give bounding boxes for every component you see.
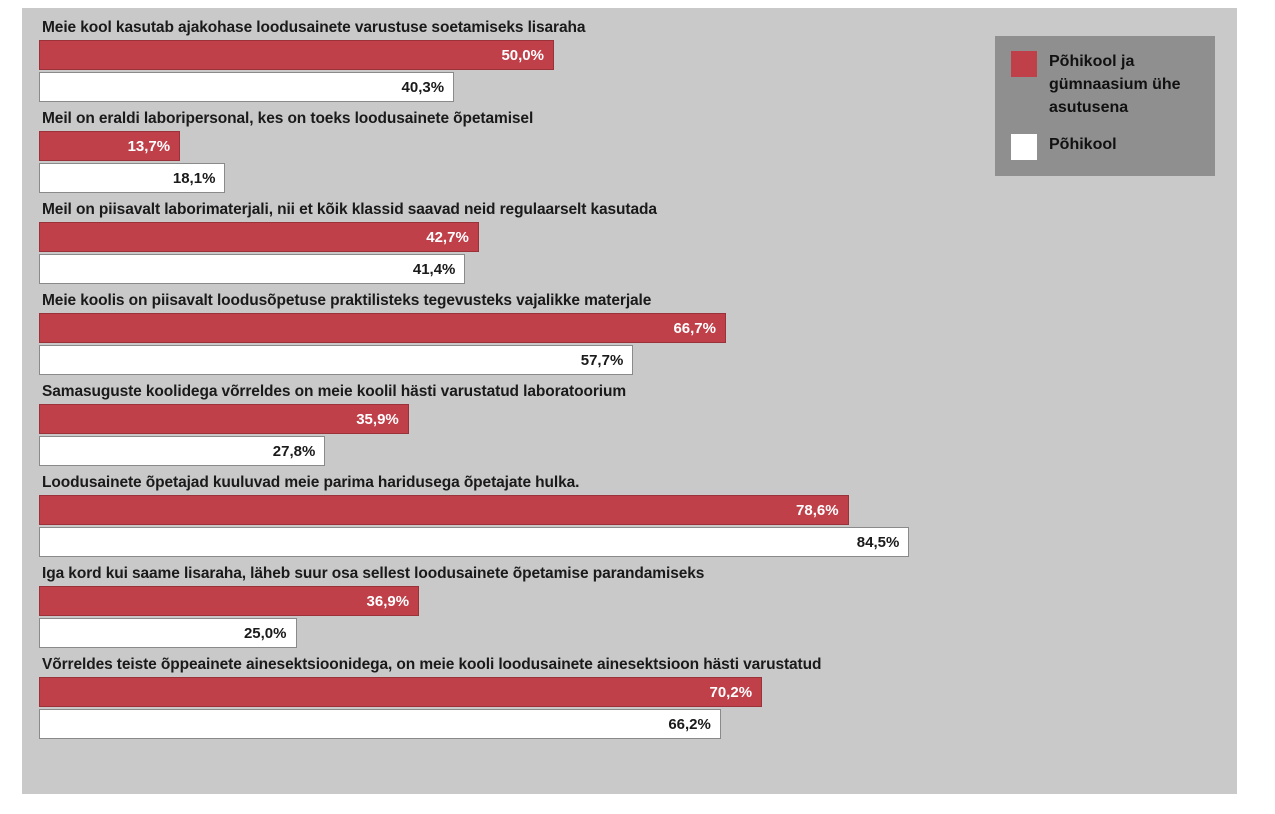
bar-series-b	[39, 436, 325, 466]
bar-group	[39, 473, 1219, 557]
bar-group-label: Meil on piisavalt laborimaterjali, nii et kõik klassid saavad neid regulaarselt kasutada	[42, 201, 657, 218]
bar-row	[39, 527, 1219, 557]
bar-value-label: 42,7%	[426, 228, 469, 246]
bar-series-a	[39, 586, 419, 616]
bar-group-label: Võrreldes teiste õppeainete ainesektsioonidega, on meie kooli loodusainete ainesektsioon hästi varustatud	[42, 656, 822, 673]
bar-row	[39, 345, 1219, 375]
bar-row	[39, 436, 1219, 466]
bar-value-label: 40,3%	[401, 78, 445, 96]
bar-value-label: 66,2%	[668, 715, 711, 733]
bar-series-b	[39, 709, 721, 739]
bar-row	[39, 618, 1219, 648]
bar-value-label: 57,7%	[580, 351, 624, 369]
chart-legend	[995, 36, 1215, 176]
bar-value-label: 27,8%	[272, 442, 316, 460]
bar-value-label: 84,5%	[856, 533, 900, 551]
bar-row	[39, 404, 1219, 434]
bar-group	[39, 291, 1219, 375]
bar-row	[39, 313, 1219, 343]
bar-value-label: 13,7%	[127, 137, 171, 155]
bar-group	[39, 655, 1219, 739]
bar-row	[39, 677, 1219, 707]
bar-series-b	[39, 618, 297, 648]
bar-group-label: Iga kord kui saame lisaraha, läheb suur osa sellest loodusainete õpetamise parandamiseks	[42, 565, 705, 582]
bar-group	[39, 564, 1219, 648]
legend-item-series-a	[1011, 50, 1199, 119]
bar-value-label: 50,0%	[501, 46, 544, 64]
bar-group-label: Meie koolis on piisavalt loodusõpetuse praktilisteks tegevusteks vajalikke materjale	[42, 292, 652, 309]
bar-series-b	[39, 163, 225, 193]
bar-value-label: 36,9%	[366, 592, 410, 610]
bar-group	[39, 382, 1219, 466]
bar-value-label: 18,1%	[172, 169, 216, 187]
bar-row	[39, 495, 1219, 525]
bar-row	[39, 254, 1219, 284]
bar-series-a	[39, 495, 849, 525]
bar-series-b	[39, 254, 465, 284]
bar-row	[39, 222, 1219, 252]
bar-series-b	[39, 527, 909, 557]
bar-series-a	[39, 677, 762, 707]
bar-series-a	[39, 131, 180, 161]
plot-area	[22, 8, 1237, 794]
legend-label-series-b: Põhikool	[1049, 136, 1117, 153]
bar-group-label: Meil on eraldi laboripersonal, kes on toeks loodusainete õpetamisel	[42, 110, 534, 127]
legend-swatch-icon-series-a	[1011, 51, 1037, 77]
bar-row	[39, 709, 1219, 739]
bar-value-label: 78,6%	[796, 501, 839, 519]
bar-value-label: 70,2%	[709, 683, 753, 701]
bar-series-a	[39, 40, 554, 70]
bar-series-a	[39, 404, 409, 434]
bar-value-label: 41,4%	[412, 260, 456, 278]
bar-row	[39, 586, 1219, 616]
bar-value-label: 25,0%	[243, 624, 287, 642]
bar-group	[39, 200, 1219, 284]
bar-value-label: 66,7%	[673, 319, 716, 337]
bar-series-b	[39, 345, 633, 375]
legend-swatch-icon-series-b	[1011, 134, 1037, 160]
bar-series-b	[39, 72, 454, 102]
bar-series-a	[39, 313, 726, 343]
legend-label-series-a: Põhikool ja gümnaasium ühe asutusena	[1049, 53, 1181, 116]
bar-group-label: Meie kool kasutab ajakohase loodusainete varustuse soetamiseks lisaraha	[42, 19, 586, 36]
bar-value-label: 35,9%	[356, 410, 399, 428]
bar-series-a	[39, 222, 479, 252]
bar-group-label: Loodusainete õpetajad kuuluvad meie parima haridusega õpetajate hulka.	[42, 474, 580, 491]
bar-group-label: Samasuguste koolidega võrreldes on meie koolil hästi varustatud laboratoorium	[42, 383, 627, 400]
legend-item-series-b	[1011, 133, 1199, 160]
